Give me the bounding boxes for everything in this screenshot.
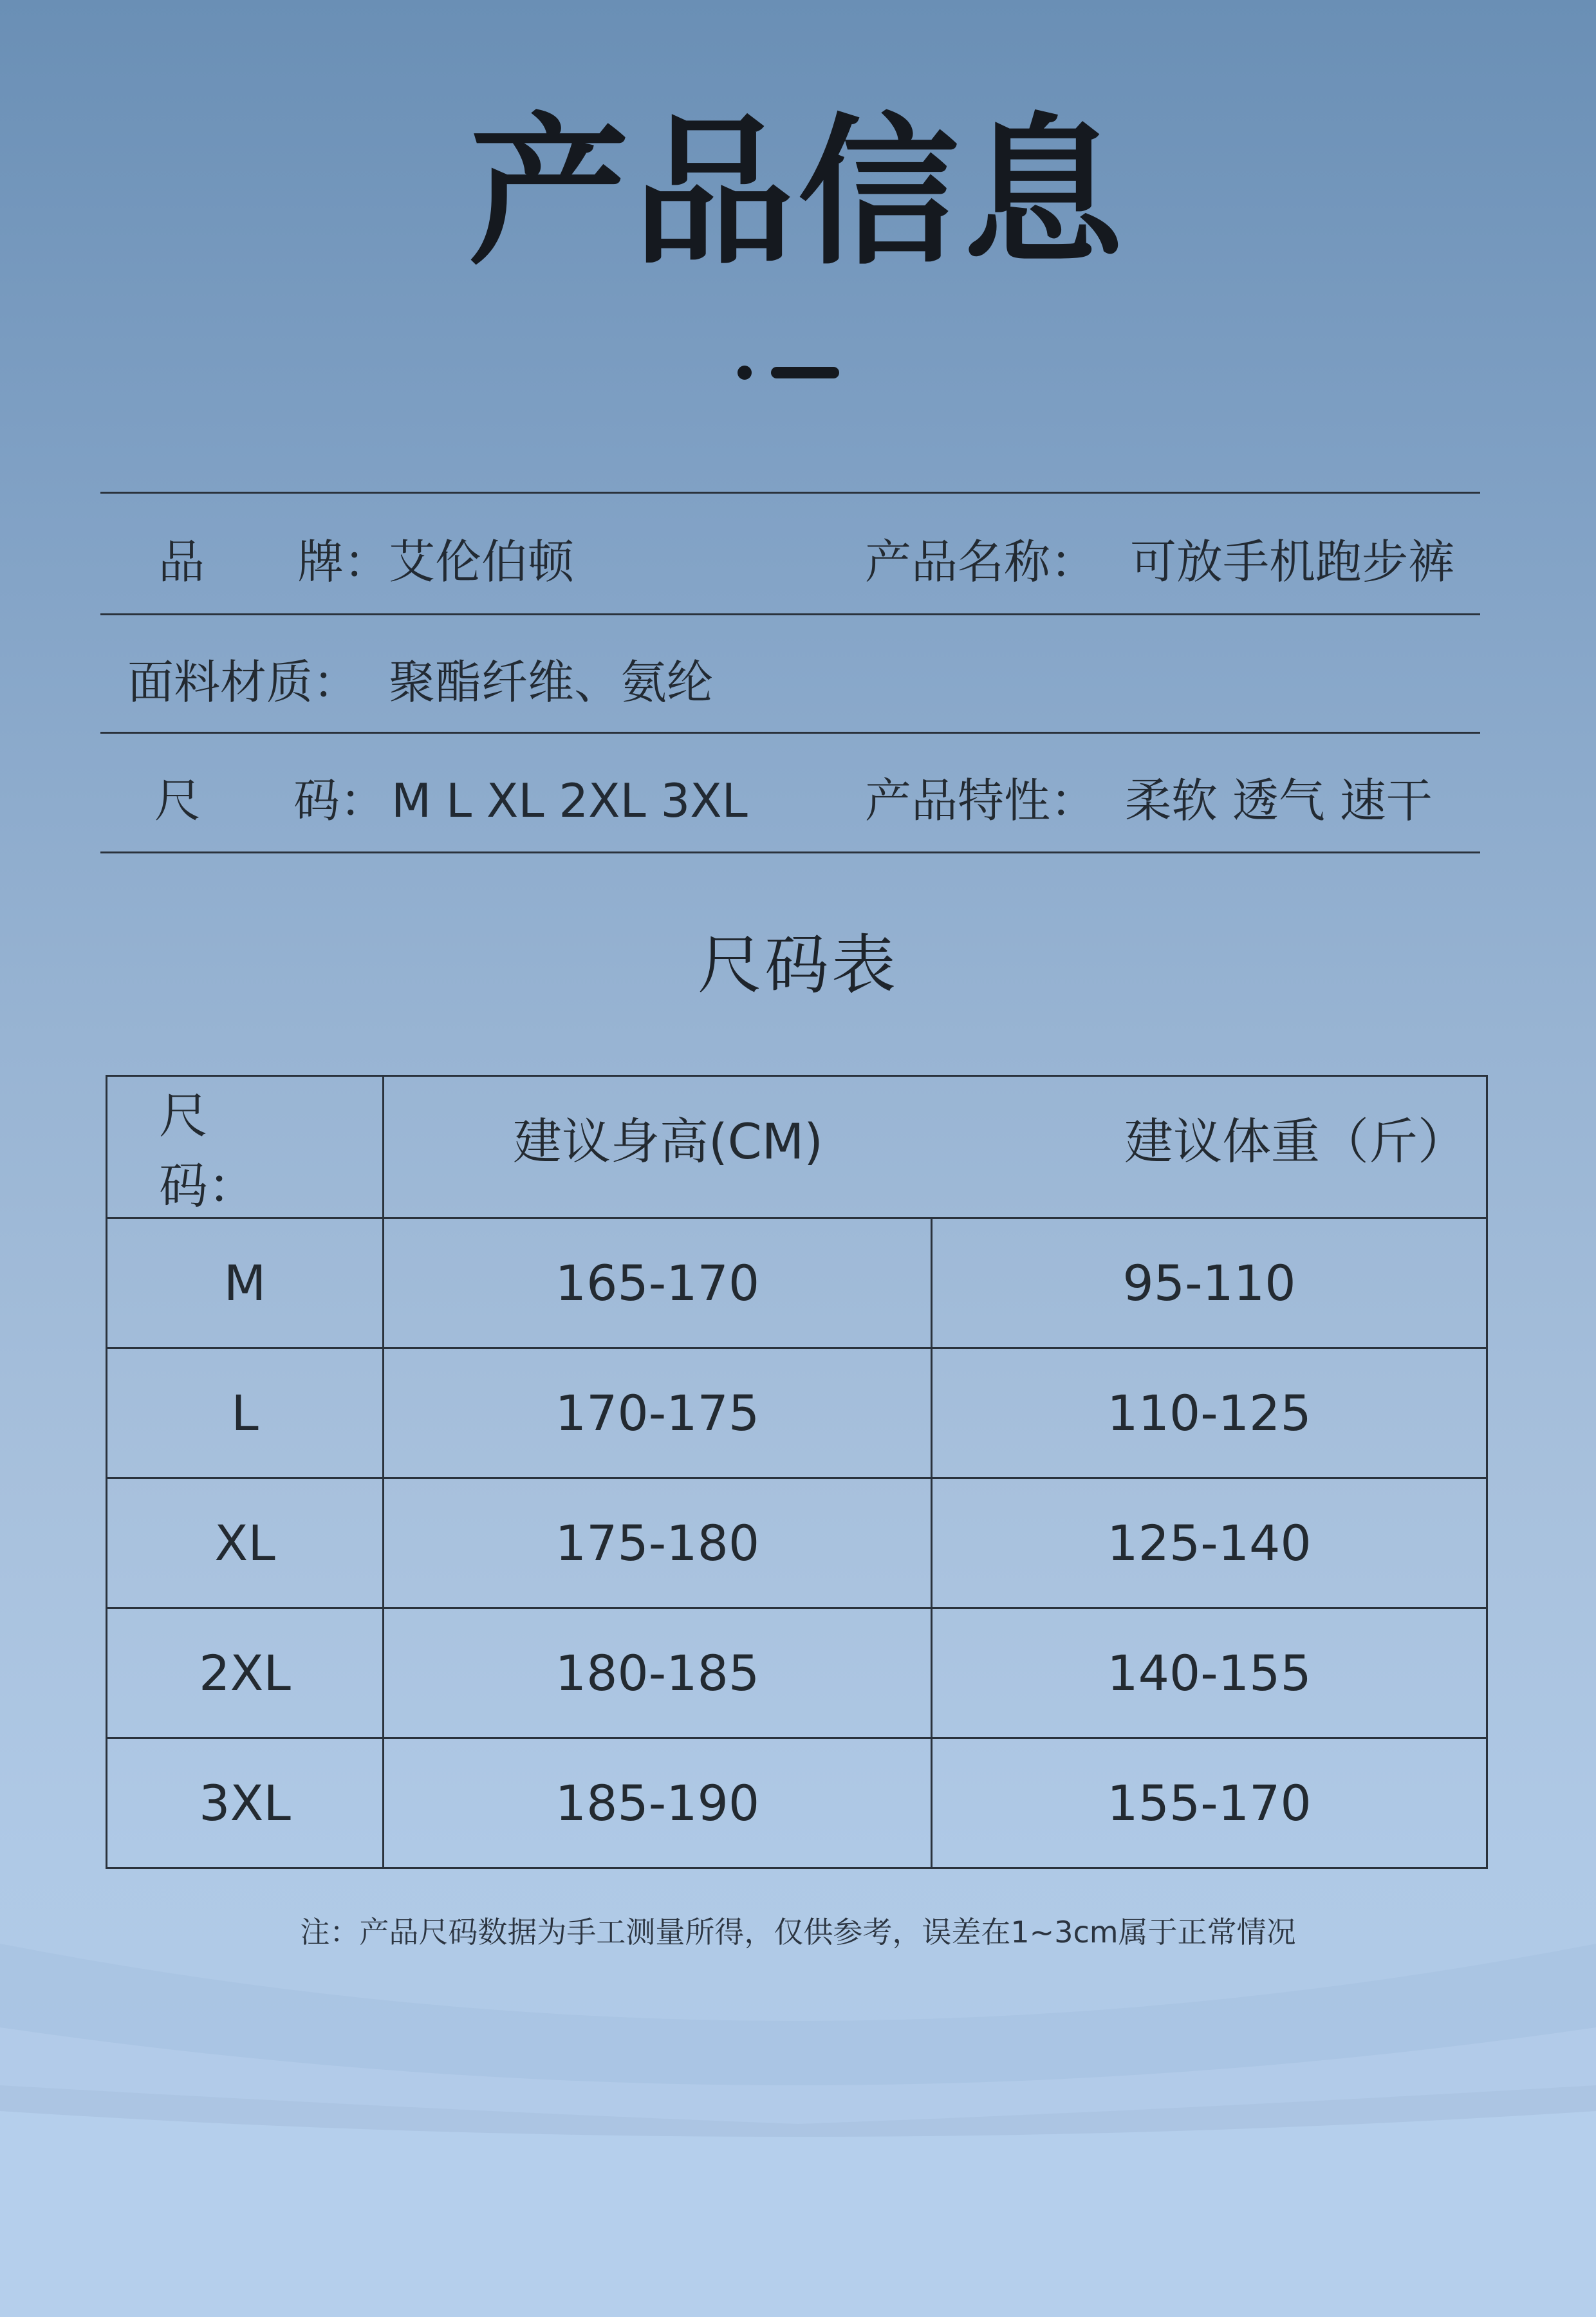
size-chart-title: 尺码表 bbox=[698, 927, 898, 1003]
material-label: 面料材质： bbox=[127, 655, 360, 709]
header-weight: 建议体重（斤） bbox=[1124, 1113, 1467, 1170]
height-cell: 180-185 bbox=[384, 1608, 932, 1738]
material-value: 聚酯纤维、氨纶 bbox=[389, 655, 714, 709]
table-header-row bbox=[107, 1076, 1487, 1218]
page-title: 产品信息 bbox=[469, 99, 1127, 286]
table-row bbox=[107, 1478, 1487, 1608]
info-row-brand bbox=[100, 492, 1480, 613]
brand-label: 品 牌： bbox=[158, 535, 391, 589]
weight-cell: 155-170 bbox=[932, 1738, 1487, 1868]
header-measurements bbox=[384, 1076, 1487, 1218]
table-row bbox=[107, 1218, 1487, 1348]
product-name-label: 产品名称： bbox=[865, 535, 1097, 589]
decoration-dash bbox=[771, 367, 839, 378]
weight-cell: 140-155 bbox=[932, 1608, 1487, 1738]
height-cell: 185-190 bbox=[384, 1738, 932, 1868]
product-name-value: 可放手机跑步裤 bbox=[1130, 535, 1455, 589]
table-row bbox=[107, 1738, 1487, 1868]
table-row bbox=[107, 1608, 1487, 1738]
title-decoration bbox=[738, 364, 840, 381]
size-cell: M bbox=[107, 1218, 384, 1348]
height-cell: 175-180 bbox=[384, 1478, 932, 1608]
feature-value: 柔软 透气 速干 bbox=[1125, 774, 1433, 828]
weight-cell: 125-140 bbox=[932, 1478, 1487, 1608]
size-cell: 3XL bbox=[107, 1738, 384, 1868]
decoration-dot bbox=[738, 366, 752, 380]
feature-label: 产品特性： bbox=[865, 774, 1097, 828]
header-height: 建议身高(CM) bbox=[513, 1113, 823, 1170]
size-cell: L bbox=[107, 1348, 384, 1478]
size-cell: XL bbox=[107, 1478, 384, 1608]
brand-value: 艾伦伯顿 bbox=[389, 535, 575, 589]
header-size: 尺 码： bbox=[107, 1076, 384, 1218]
weight-cell: 95-110 bbox=[932, 1218, 1487, 1348]
height-cell: 170-175 bbox=[384, 1348, 932, 1478]
size-cell: 2XL bbox=[107, 1608, 384, 1738]
info-row-size bbox=[100, 732, 1480, 853]
size-value: M L XL 2XL 3XL bbox=[391, 774, 748, 828]
measurement-note: 注：产品尺码数据为手工测量所得，仅供参考，误差在1~3cm属于正常情况 bbox=[300, 1915, 1296, 1949]
size-label: 尺 码： bbox=[154, 774, 387, 828]
product-info-section bbox=[100, 492, 1480, 853]
weight-cell: 110-125 bbox=[932, 1348, 1487, 1478]
info-row-material bbox=[100, 613, 1480, 732]
height-cell: 165-170 bbox=[384, 1218, 932, 1348]
size-chart-table bbox=[106, 1075, 1488, 1869]
table-row bbox=[107, 1348, 1487, 1478]
